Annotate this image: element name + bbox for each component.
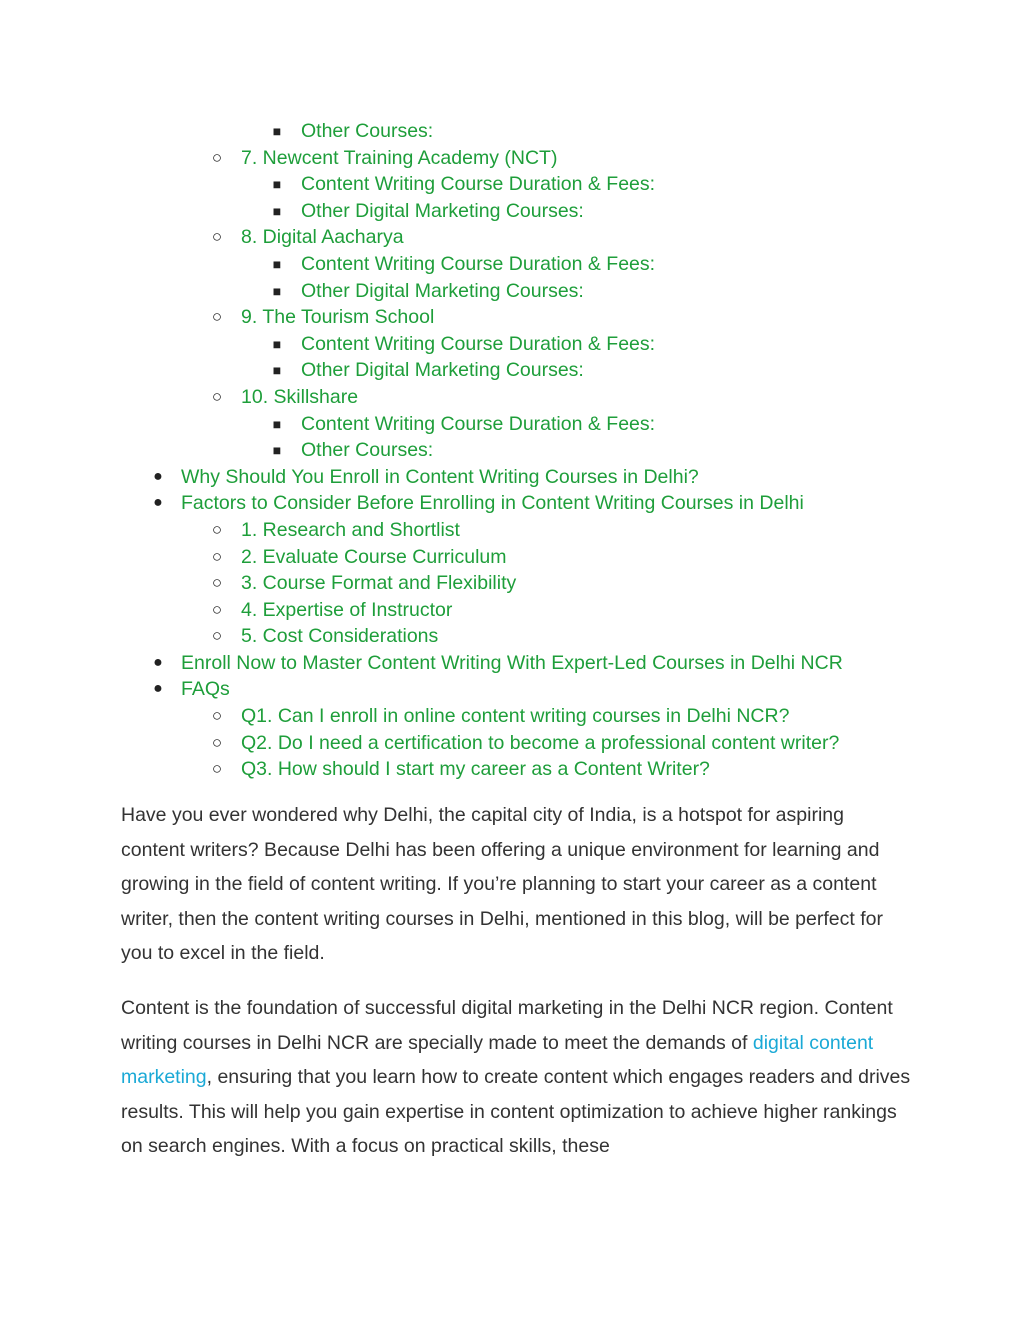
toc-link[interactable]: Other Courses: bbox=[301, 120, 434, 142]
toc-item bbox=[0, 198, 1024, 225]
toc-item bbox=[0, 304, 1024, 331]
circle-bullet-icon: ○ bbox=[211, 147, 223, 167]
toc-link[interactable]: 10. Skillshare bbox=[241, 385, 359, 408]
toc-item bbox=[0, 278, 1024, 305]
circle-bullet-icon: ○ bbox=[211, 706, 223, 726]
toc-link[interactable]: Content Writing Course Duration & Fees: bbox=[301, 252, 656, 275]
toc-item bbox=[0, 597, 1024, 624]
square-bullet-icon: ■ bbox=[272, 255, 282, 272]
square-bullet-icon: ■ bbox=[272, 362, 282, 379]
toc-link[interactable]: Q3. How should I start my career as a Content Writer? bbox=[241, 758, 710, 781]
toc-link[interactable]: Other Digital Marketing Courses: bbox=[301, 279, 584, 302]
toc-link[interactable]: 7. Newcent Training Academy (NCT) bbox=[241, 146, 558, 169]
square-bullet-icon: ■ bbox=[272, 123, 282, 139]
toc-item bbox=[0, 623, 1024, 650]
toc-link[interactable]: 1. Research and Shortlist bbox=[241, 518, 460, 541]
toc-item bbox=[0, 384, 1024, 411]
circle-bullet-icon: ○ bbox=[211, 573, 223, 593]
toc-link[interactable]: Content Writing Course Duration & Fees: bbox=[301, 332, 656, 355]
toc-item bbox=[0, 570, 1024, 597]
toc-item bbox=[0, 490, 1024, 517]
square-bullet-icon: ■ bbox=[272, 415, 282, 432]
disc-bullet-icon: ● bbox=[153, 680, 163, 698]
toc-item bbox=[0, 756, 1024, 783]
table-of-contents bbox=[0, 118, 1024, 783]
square-bullet-icon: ■ bbox=[272, 176, 282, 193]
paragraph-text: Content is the foundation of successful digital marketing in the Delhi NCR region. Content writing courses in Delhi NCR are specially made to meet the demands of bbox=[121, 997, 893, 1054]
circle-bullet-icon: ○ bbox=[211, 519, 223, 539]
toc-item bbox=[0, 411, 1024, 438]
toc-item bbox=[0, 730, 1024, 757]
toc-item bbox=[0, 544, 1024, 571]
toc-item bbox=[0, 145, 1024, 172]
disc-bullet-icon: ● bbox=[153, 653, 163, 671]
toc-link[interactable]: Content Writing Course Duration & Fees: bbox=[301, 412, 656, 435]
toc-item bbox=[0, 171, 1024, 198]
circle-bullet-icon: ○ bbox=[211, 732, 223, 752]
toc-item bbox=[0, 703, 1024, 730]
toc-link[interactable]: 8. Digital Aacharya bbox=[241, 226, 404, 249]
toc-link[interactable]: Enroll Now to Master Content Writing With Expert-Led Courses in Delhi NCR bbox=[181, 651, 843, 674]
toc-link[interactable]: 5. Cost Considerations bbox=[241, 625, 439, 648]
toc-link[interactable]: Q2. Do I need a certification to become a professional content writer? bbox=[241, 731, 840, 754]
disc-bullet-icon: ● bbox=[153, 494, 163, 512]
toc-link[interactable]: Content Writing Course Duration & Fees: bbox=[301, 173, 656, 196]
square-bullet-icon: ■ bbox=[272, 202, 282, 219]
toc-link[interactable]: FAQs bbox=[181, 678, 230, 701]
toc-item bbox=[0, 224, 1024, 251]
toc-item bbox=[0, 251, 1024, 278]
toc-link[interactable]: Q1. Can I enroll in online content writing courses in Delhi NCR? bbox=[241, 705, 790, 728]
digital-content-marketing-link[interactable]: digital content marketing bbox=[121, 1031, 874, 1089]
square-bullet-icon: ■ bbox=[272, 335, 282, 352]
toc-item bbox=[0, 331, 1024, 358]
square-bullet-icon: ■ bbox=[272, 282, 282, 299]
toc-item bbox=[0, 118, 1024, 145]
paragraph-text: , ensuring that you learn how to create content which engages readers and drives results. This will help you gain expertise in content optimization to achieve higher rankings on search engines. With a focus on practical skills, these bbox=[121, 1066, 911, 1158]
toc-link[interactable]: Factors to Consider Before Enrolling in Content Writing Courses in Delhi bbox=[181, 492, 804, 515]
toc-link[interactable]: Other Courses: bbox=[301, 439, 434, 462]
toc-link[interactable]: Other Digital Marketing Courses: bbox=[301, 199, 584, 222]
toc-item bbox=[0, 676, 1024, 703]
circle-bullet-icon: ○ bbox=[211, 546, 223, 566]
toc-item bbox=[0, 437, 1024, 464]
toc-item bbox=[0, 357, 1024, 384]
toc-link[interactable]: 9. The Tourism School bbox=[241, 306, 435, 329]
toc-link[interactable]: 2. Evaluate Course Curriculum bbox=[241, 545, 507, 568]
toc-link[interactable]: Other Digital Marketing Courses: bbox=[301, 359, 584, 382]
square-bullet-icon: ■ bbox=[272, 442, 282, 459]
toc-link[interactable]: Why Should You Enroll in Content Writing Courses in Delhi? bbox=[181, 465, 699, 488]
circle-bullet-icon: ○ bbox=[211, 386, 223, 406]
intro-paragraph: Have you ever wondered why Delhi, the capital city of India, is a hotspot for aspiring content writers? Because Delhi has been offering a unique environment for learning and growing in the field of content writing. If you’re planning to start your career as a content writer, then the content writing courses in Delhi, mentioned in this blog, will be perfect for you to excel in the field. bbox=[121, 804, 883, 965]
toc-item bbox=[0, 464, 1024, 491]
circle-bullet-icon: ○ bbox=[211, 599, 223, 619]
content-paragraph bbox=[121, 991, 911, 1164]
circle-bullet-icon: ○ bbox=[211, 227, 223, 247]
circle-bullet-icon: ○ bbox=[211, 307, 223, 327]
toc-link[interactable]: 4. Expertise of Instructor bbox=[241, 598, 453, 621]
circle-bullet-icon: ○ bbox=[211, 759, 223, 779]
disc-bullet-icon: ● bbox=[153, 467, 163, 485]
circle-bullet-icon: ○ bbox=[211, 626, 223, 646]
toc-item bbox=[0, 517, 1024, 544]
toc-link[interactable]: 3. Course Format and Flexibility bbox=[241, 572, 517, 595]
toc-item bbox=[0, 650, 1024, 677]
